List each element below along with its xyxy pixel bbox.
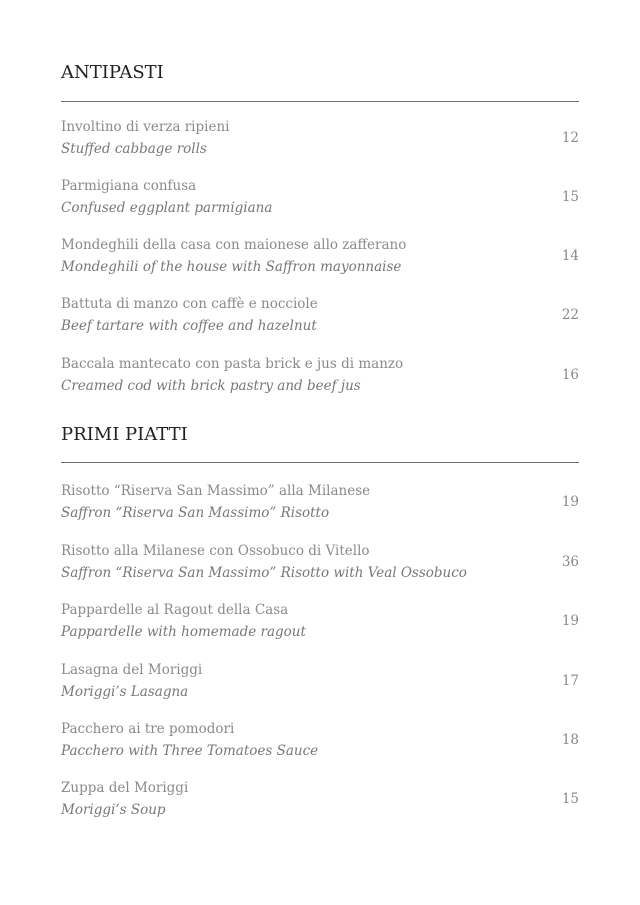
item-name-english: Saffron “Riserva San Massimo” Risotto with Veal Ossobuco	[61, 565, 467, 581]
item-name-italian: Risotto alla Milanese con Ossobuco di Vitello	[61, 543, 370, 559]
item-name-english: Creamed cod with brick pastry and beef jus	[61, 378, 361, 394]
item-name-english: Moriggi’s Soup	[61, 802, 166, 818]
menu-item	[61, 116, 579, 160]
item-name-english: Confused eggplant parmigiana	[61, 200, 273, 216]
item-name-english: Pappardelle with homemade ragout	[61, 624, 306, 640]
section-divider	[61, 462, 579, 463]
item-price: 17	[561, 673, 579, 689]
menu-item	[61, 353, 579, 397]
item-name-italian: Battuta di manzo con caffè e nocciole	[61, 296, 318, 312]
item-name-italian: Risotto “Riserva San Massimo” alla Milanese	[61, 483, 371, 499]
menu-item	[61, 234, 579, 278]
item-name-italian: Involtino di verza ripieni	[61, 119, 230, 135]
menu-item	[61, 293, 579, 337]
section-title-antipasti: ANTIPASTI	[61, 62, 164, 83]
item-price: 12	[561, 130, 579, 146]
item-name-english: Beef tartare with coffee and hazelnut	[61, 318, 317, 334]
item-name-italian: Pappardelle al Ragout della Casa	[61, 602, 289, 618]
section-title-primi-piatti: PRIMI PIATTI	[61, 424, 188, 445]
item-name-italian: Mondeghili della casa con maionese allo zafferano	[61, 237, 407, 253]
item-price: 15	[561, 791, 579, 807]
item-name-english: Moriggi’s Lasagna	[61, 684, 189, 700]
item-price: 19	[561, 494, 579, 510]
menu-item	[61, 175, 579, 219]
item-price: 36	[561, 554, 579, 570]
item-price: 19	[561, 613, 579, 629]
menu-item	[61, 599, 579, 643]
item-price: 22	[561, 307, 579, 323]
section-divider	[61, 101, 579, 102]
item-name-italian: Pacchero ai tre pomodori	[61, 721, 235, 737]
menu-item	[61, 718, 579, 762]
item-price: 14	[561, 248, 579, 264]
item-name-english: Stuffed cabbage rolls	[61, 141, 207, 157]
item-name-italian: Parmigiana confusa	[61, 178, 197, 194]
item-price: 18	[561, 732, 579, 748]
item-name-italian: Zuppa del Moriggi	[61, 780, 189, 796]
menu-item	[61, 777, 579, 821]
item-name-english: Mondeghili of the house with Saffron mayonnaise	[61, 259, 402, 275]
item-name-english: Pacchero with Three Tomatoes Sauce	[61, 743, 319, 759]
item-price: 15	[561, 189, 579, 205]
item-name-italian: Lasagna del Moriggi	[61, 662, 203, 678]
item-name-english: Saffron “Riserva San Massimo” Risotto	[61, 505, 330, 521]
menu-item	[61, 480, 579, 524]
item-name-italian: Baccala mantecato con pasta brick e jus di manzo	[61, 356, 404, 372]
menu-item	[61, 540, 579, 584]
menu-item	[61, 659, 579, 703]
item-price: 16	[561, 367, 579, 383]
